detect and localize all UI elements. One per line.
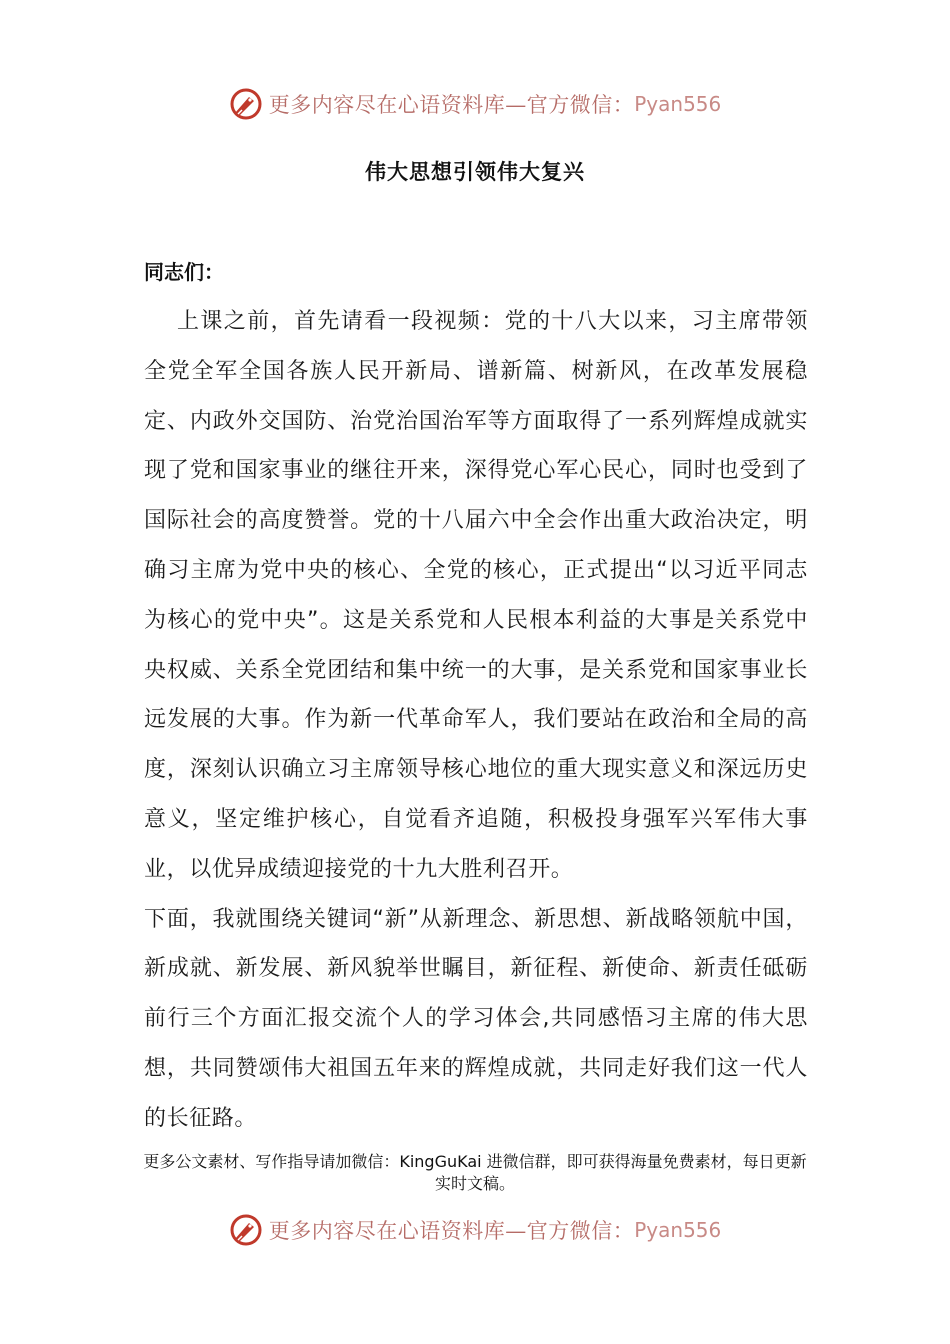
footer-note: 更多公文素材、写作指导请加微信：KingGuKai 进微信群，即可获得海量免费素材，每日更新实时文稿。 bbox=[143, 1152, 807, 1193]
footer-banner bbox=[0, 1206, 950, 1254]
paragraph: 上课之前，首先请看一段视频：党的十八大以来，习主席带领全党全军全国各族人民开新局、谱新篇、树新风，在改革发展稳定、内政外交国防、治党治国治军等方面取得了一系列辉煌成就实现了党和国家事业的继往开来，深得党心军心民心，同时也受到了国际社会的高度赞誉。党的十八届六中全会作出重大政治决定，明确习主席为党中央的核心、全党的核心，正式提出“以习近平同志为核心的党中央”。这是关系党和人民根本利益的大事是关系党中央权威、关系全党团结和集中统一的大事，是关系党和国家事业长远发展的大事。作为新一代革命军人，我们要站在政治和全局的高度，深刻认识确立习主席领导核心地位的重大现实意义和深远历史意义，坚定维护核心，自觉看齐追随，积极投身强军兴军伟大事业，以优异成绩迎接党的十九大胜利召开。 bbox=[144, 309, 808, 882]
pen-nib-logo-icon bbox=[229, 1213, 263, 1247]
salutation: 同志们： bbox=[144, 260, 224, 284]
header-banner bbox=[0, 80, 950, 128]
document-body bbox=[144, 297, 808, 1144]
paragraph: 下面，我就围绕关键词“新”从新理念、新思想、新战略领航中国，新成就、新发展、新风貌举世瞩目，新征程、新使命、新责任砥砺前行三个方面汇报交流个人的学习体会,共同感悟习主席的伟大思想，共同赞颂伟大祖国五年来的辉煌成就，共同走好我们这一代人的长征路。 bbox=[144, 906, 808, 1131]
banner-wechat-id: Pyan556 bbox=[634, 1218, 722, 1242]
banner-wechat-id: Pyan556 bbox=[634, 92, 722, 116]
pen-nib-logo-icon bbox=[229, 87, 263, 121]
banner-text: 更多内容尽在心语资料库—官方微信： bbox=[268, 93, 635, 117]
document-title: 伟大思想引领伟大复兴 bbox=[365, 160, 585, 184]
banner-text: 更多内容尽在心语资料库—官方微信： bbox=[268, 1219, 635, 1243]
